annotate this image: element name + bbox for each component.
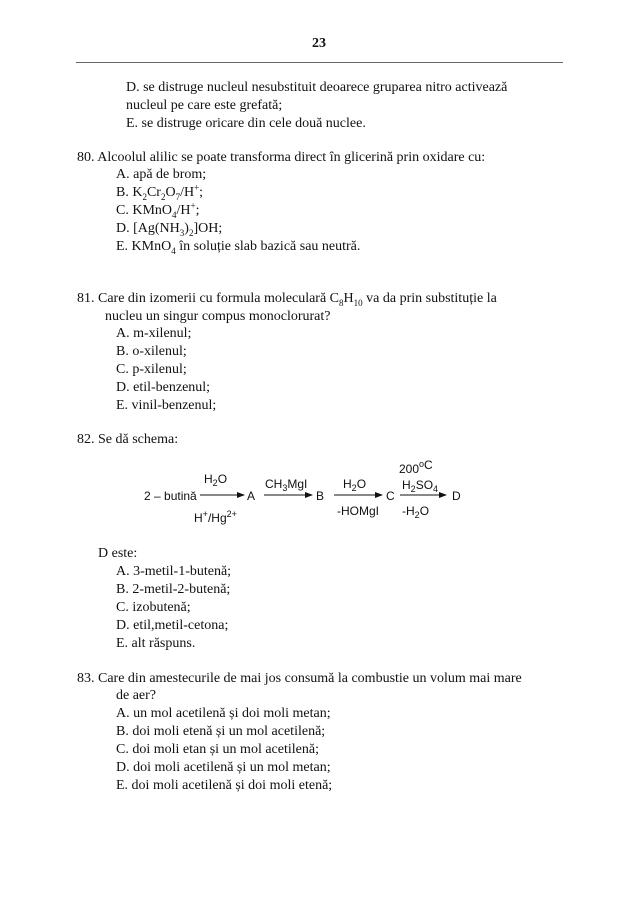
- scheme-species-b: B: [316, 489, 325, 503]
- q80-option-e: E. KMnO$_4$ în soluție slab bazică sau neutră.: [116, 239, 361, 256]
- scheme-reagent-4-bottom: $-H_2O$: [402, 504, 430, 520]
- q81-option-c: C. p-xilenul;: [116, 362, 187, 377]
- q80-option-a: A. apă de brom;: [116, 167, 207, 182]
- q80-stem: 80. Alcoolul alilic se poate transforma direct în glicerină prin oxidare cu:: [77, 150, 486, 165]
- q80-option-c: C. KMnO$_4$/H+;: [116, 200, 200, 220]
- reaction-scheme: [140, 452, 470, 532]
- q83-stem-line1: 83. Care din amestecurile de mai jos consumă la combustie un volum mai mare: [77, 671, 522, 686]
- q83-stem-line2: de aer?: [116, 688, 157, 703]
- q82-option-a: A. 3-metil-1-butenă;: [116, 564, 232, 579]
- q79-option-d-line2: nucleul pe care este grefată;: [126, 98, 283, 113]
- q83-option-d: D. doi moli acetilenă și un mol metan;: [116, 760, 331, 775]
- q81-stem-line2: nucleu un singur compus monoclorurat?: [105, 309, 331, 324]
- q82-answer-label: D este:: [98, 546, 138, 561]
- scheme-reagent-3-top: $H_2O$: [343, 477, 367, 493]
- scheme-species-a: A: [247, 489, 256, 503]
- scheme-reagent-4-temp: 200$^o$C: [399, 458, 433, 476]
- q79-option-e: E. se distruge oricare din cele două nuclee.: [126, 116, 366, 131]
- q82-stem: 82. Se dă schema:: [77, 432, 179, 447]
- scheme-species-d: D: [452, 489, 461, 503]
- q81-option-a: A. m-xilenul;: [116, 326, 192, 341]
- scheme-reagent-3-bottom: -HOMgI: [337, 504, 379, 518]
- scheme-reagent-1-bottom: $H^+/Hg^{2+}$: [194, 509, 237, 525]
- scheme-reagent-1-top: $H_2O$: [204, 472, 228, 488]
- q82-option-e: E. alt răspuns.: [116, 636, 196, 651]
- scheme-reagent-4-top: $H_2SO_4$: [402, 478, 439, 494]
- header-rule: [76, 62, 563, 63]
- q82-option-c: C. izobutenă;: [116, 600, 191, 615]
- scheme-reagent-2-top: $CH_3MgI$: [265, 477, 308, 493]
- q81-option-d: D. etil-benzenul;: [116, 380, 211, 395]
- q81-option-b: B. o-xilenul;: [116, 344, 187, 359]
- q83-option-e: E. doi moli acetilenă și doi moli etenă;: [116, 778, 333, 793]
- scheme-start: 2 – butină: [144, 489, 197, 503]
- q79-option-d-line1: D. se distruge nucleul nesubstituit deoarece gruparea nitro activează: [126, 80, 508, 95]
- q81-option-e: E. vinil-benzenul;: [116, 398, 217, 413]
- q83-option-c: C. doi moli etan și un mol acetilenă;: [116, 742, 319, 757]
- q83-option-b: B. doi moli etenă și un mol acetilenă;: [116, 724, 326, 739]
- q81-stem-line1: 81. Care din izomerii cu formula moleculară $C_8H_{10}$ va da prin substituție la: [77, 291, 497, 308]
- page-number: 23: [312, 36, 326, 51]
- q80-option-b: B. $K_2Cr_2O_7/H^+$;: [116, 182, 204, 202]
- scheme-species-c: C: [386, 489, 395, 503]
- q80-option-d: D. $[Ag(NH_3)_2]OH$;: [116, 221, 223, 238]
- q83-option-a: A. un mol acetilenă și doi moli metan;: [116, 706, 331, 721]
- q82-option-d: D. etil,metil-cetona;: [116, 618, 229, 633]
- q82-option-b: B. 2-metil-2-butenă;: [116, 582, 231, 597]
